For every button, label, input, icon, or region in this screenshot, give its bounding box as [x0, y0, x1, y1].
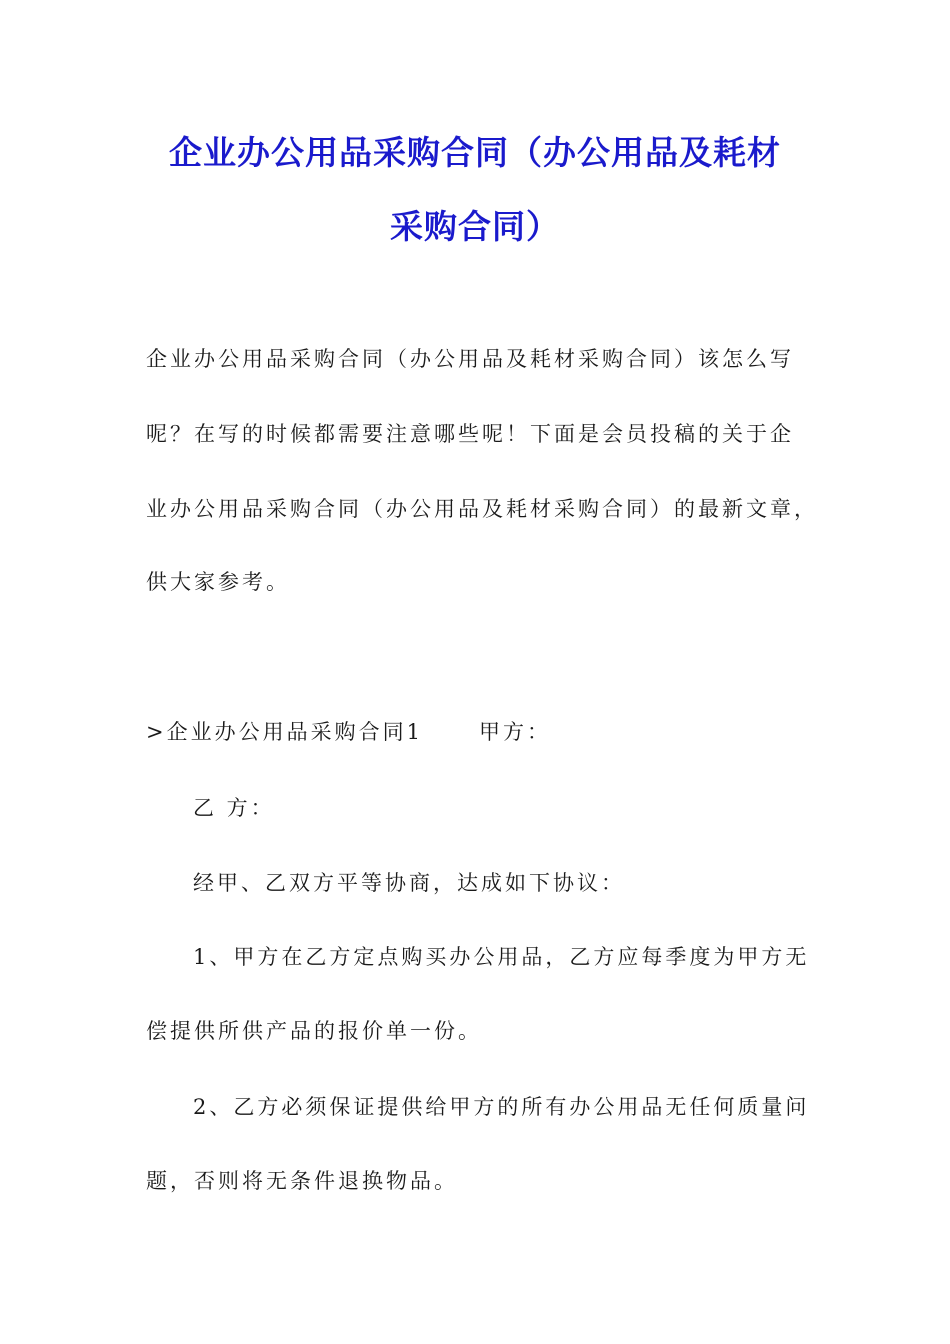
clause-2-line-2: 题，否则将无条件退换物品。 [146, 1169, 458, 1193]
clause-1-line-1: 1、甲方在乙方定点购买办公用品，乙方应每季度为甲方无 [193, 945, 810, 969]
intro-line-2: 呢？在写的时候都需要注意哪些呢！下面是会员投稿的关于企 [146, 422, 794, 446]
clause-2-line-1: 2、乙方必须保证提供给甲方的所有办公用品无任何质量问 [193, 1095, 810, 1119]
agreement-intro: 经甲、乙双方平等协商，达成如下协议： [193, 871, 625, 895]
intro-line-1: 企业办公用品采购合同（办公用品及耗材采购合同）该怎么写 [146, 347, 794, 371]
intro-line-4: 供大家参考。 [146, 570, 290, 594]
document-title-line-1: 企业办公用品采购合同（办公用品及耗材 [169, 133, 781, 172]
section-heading: >企业办公用品采购合同1 [146, 720, 423, 744]
document-title-line-2: 采购合同） [390, 207, 560, 246]
party-b-label: 乙 方： [193, 796, 275, 820]
clause-1-line-2: 偿提供所供产品的报价单一份。 [146, 1019, 482, 1043]
intro-line-3: 业办公用品采购合同（办公用品及耗材采购合同）的最新文章， [146, 497, 818, 521]
party-a-label: 甲方： [478, 720, 551, 744]
section-heading-row [146, 717, 816, 747]
